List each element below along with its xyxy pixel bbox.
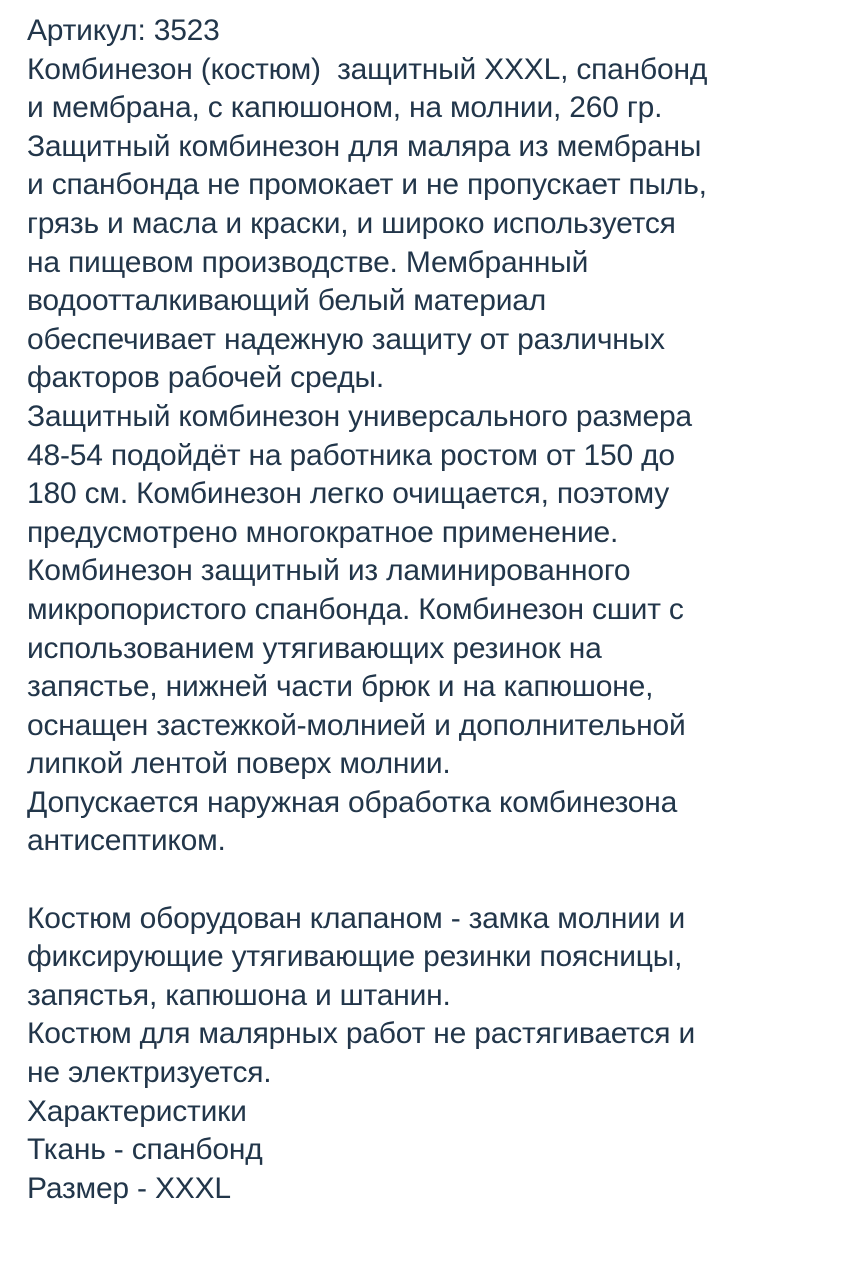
text-line: Допускается наружная обработка комбинезона [27, 785, 678, 819]
text-line: на пищевом производстве. Мембранный [27, 245, 589, 279]
text-line: Ткань - спанбонд [27, 1133, 263, 1167]
text-line: Комбинезон (костюм) защитный XXXL, спанбонд [27, 52, 708, 86]
text-line: 48-54 подойдёт на работника ростом от 150 до [27, 438, 675, 472]
text-line: Защитный комбинезон для маляра из мембраны [27, 129, 702, 163]
text-line: оснащен застежкой-молнией и дополнительной [27, 708, 686, 742]
text-line: Размер - XXXL [27, 1171, 231, 1205]
text-line: запястья, капюшона и штанин. [27, 978, 451, 1012]
text-line: Комбинезон защитный из ламинированного [27, 554, 631, 588]
text-line: липкой лентой поверх молнии. [27, 747, 451, 781]
text-line: и мембрана, с капюшоном, на молнии, 260 гр. [27, 91, 663, 125]
text-line: водоотталкивающий белый материал [27, 284, 547, 318]
text-line: грязь и масла и краски, и широко используется [27, 206, 676, 240]
text-line: Костюм оборудован клапаном - замка молнии и [27, 901, 686, 935]
text-line: запястье, нижней части брюк и на капюшоне, [27, 670, 654, 704]
text-line: использованием утягивающих резинок на [27, 631, 602, 665]
text-line: Защитный комбинезон универсального размера [27, 399, 692, 433]
text-line: Артикул: 3523 [27, 14, 220, 47]
text-line: 180 см. Комбинезон легко очищается, поэтому [27, 477, 670, 511]
text-line: факторов рабочей среды. [27, 361, 385, 395]
text-line: микропористого спанбонда. Комбинезон сшит с [27, 592, 684, 626]
description-lines [27, 12, 846, 1208]
text-line: не электризуется. [27, 1056, 272, 1090]
text-line: Характеристики [27, 1094, 247, 1128]
text-line: обеспечивает надежную защиту от различных [27, 322, 665, 356]
text-line: Костюм для малярных работ не растягивается и [27, 1017, 696, 1051]
text-line: фиксирующие утягивающие резинки поясницы, [27, 940, 683, 974]
text-line: предусмотрено многократное применение. [27, 515, 619, 549]
text-line: антисептиком. [27, 824, 226, 858]
text-line [27, 861, 846, 900]
text-line: и спанбонда не промокает и не пропускает пыль, [27, 168, 707, 202]
